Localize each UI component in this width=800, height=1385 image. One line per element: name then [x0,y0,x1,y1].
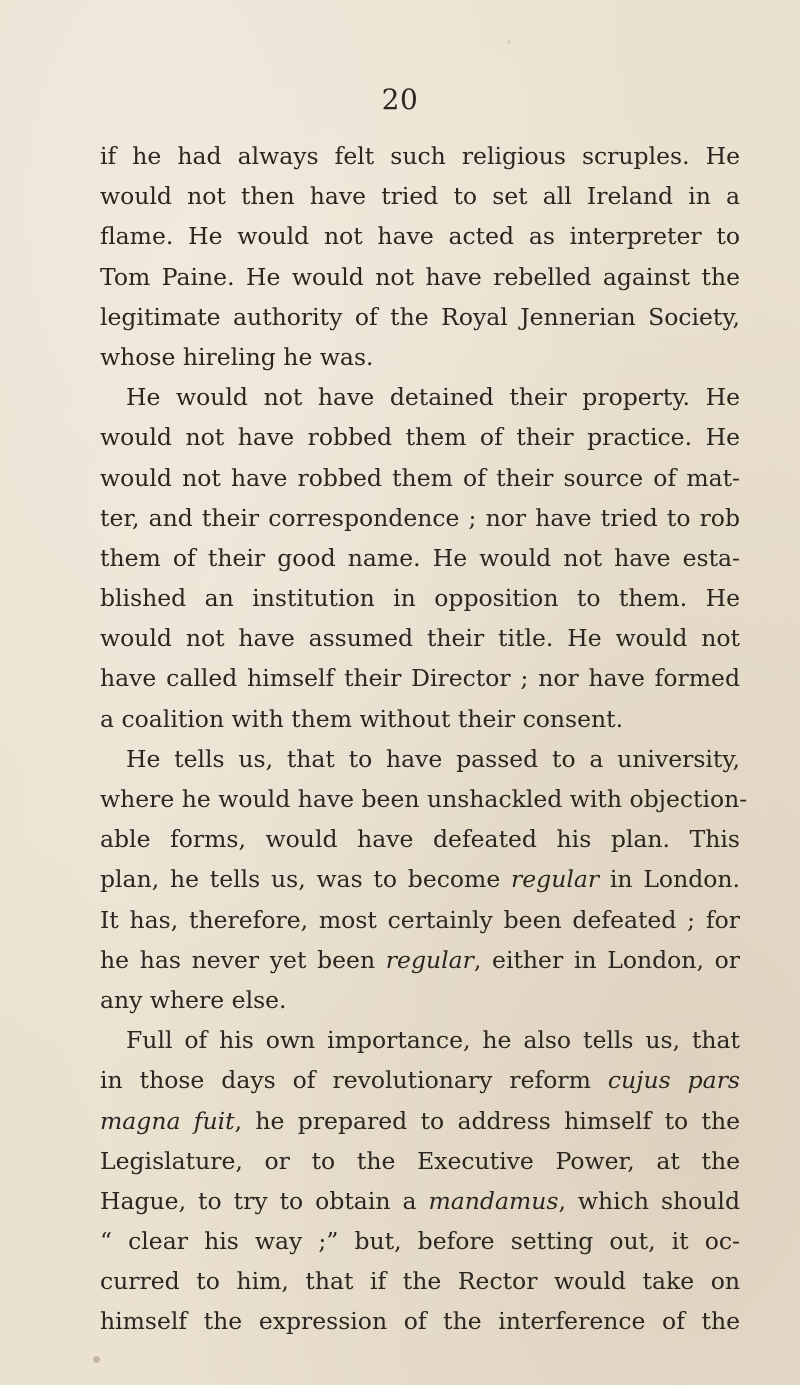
paper-blemish [507,40,511,44]
text-run: , he prepared to address himself to the [234,1106,740,1135]
text-line [100,216,740,256]
text-run: plan, he tells us, was to become [100,865,512,894]
text-run: able forms, would have defeated his plan. This [100,825,740,854]
text-line [100,980,740,1020]
text-run: in those days of revolutionary reform [100,1066,608,1095]
text-run: whose hireling he was. [100,342,374,371]
text-run: in London. [599,865,741,894]
text-run: he has never yet been [100,945,386,974]
text-run: , which should [558,1186,740,1215]
text-line [100,498,740,538]
italic-text: magna fuit [100,1106,235,1135]
text-run: would not then have tried to set all Ireland in a [100,182,740,211]
text-run: curred to him, that if the Rector would take on [100,1267,740,1296]
text-line [100,578,740,618]
text-run: if he had always felt such religious scruples. He [100,142,740,170]
italic-text: regular [385,945,474,974]
text-run: It has, therefore, most certainly been defeated ; for [100,905,740,934]
text-line [100,859,740,899]
text-line [100,1221,740,1261]
italic-text: cujus pars [607,1066,740,1095]
text-line [100,1181,740,1221]
text-line [100,1020,740,1060]
text-run: any where else. [100,985,287,1014]
text-line [100,417,740,457]
text-line [100,658,740,698]
text-line [100,1060,740,1100]
text-line [100,257,740,297]
paper-blemish [93,1356,100,1363]
text-run: ter, and their correspondence ; nor have tried to rob [100,503,740,532]
text-run: Full of his own importance, he also tells us, that [126,1026,740,1055]
text-line [100,297,740,337]
text-run: , either in London, or [473,945,740,974]
page-number: 20 [381,83,419,116]
text-run: Hague, to try to obtain a [100,1186,429,1215]
text-line [100,176,740,216]
text-run: Legislature, or to the Executive Power, at the [100,1146,740,1175]
italic-text: mandamus [428,1186,559,1215]
text-line [100,1101,740,1141]
text-run: legitimate authority of the Royal Jennerian Society, [100,302,740,331]
text-line [100,458,740,498]
text-run: He tells us, that to have passed to a university, [126,744,740,773]
text-line [100,819,740,859]
text-run: a coalition with them without their consent. [100,704,624,733]
text-run: “ clear his way ;” but, before setting out, it oc- [100,1227,740,1256]
body-text [100,136,748,1342]
text-run: blished an institution in opposition to them. He [100,584,740,613]
text-run: have called himself their Director ; nor have formed [100,664,740,693]
text-run: himself the expression of the interference of the [100,1307,740,1336]
text-run: would not have assumed their title. He would not [100,624,740,653]
text-line [100,739,740,779]
text-line [100,940,740,980]
text-line [100,1301,740,1341]
text-line [100,538,740,578]
text-line [100,779,748,819]
text-line [100,1141,740,1181]
text-line [100,337,740,377]
text-line [100,900,740,940]
text-line [100,377,740,417]
text-run: He would not have detained their property. He [126,383,740,412]
text-run: where he would have been unshackled with objection- [100,785,748,813]
text-run: Tom Paine. He would not have rebelled against the [100,262,740,291]
text-run: flame. He would not have acted as interpreter to [100,222,740,251]
text-line [100,618,740,658]
text-run: would not have robbed them of their source of mat- [100,463,740,492]
text-line [100,136,740,176]
text-line [100,699,740,739]
text-run: would not have robbed them of their practice. He [100,423,740,452]
text-run: them of their good name. He would not have esta- [100,543,740,572]
text-line [100,1261,740,1301]
italic-text: regular [511,865,600,894]
